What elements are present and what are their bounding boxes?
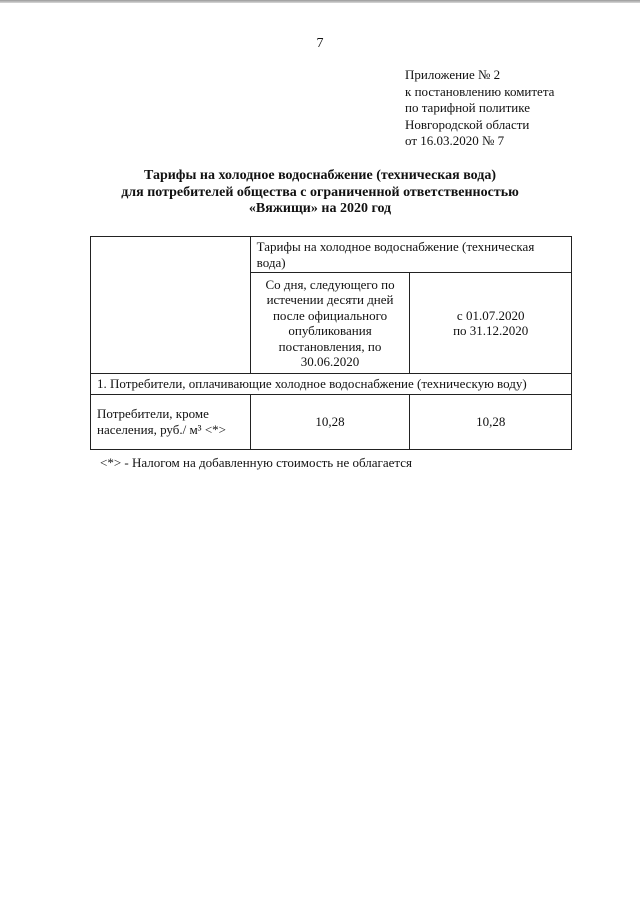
- scan-top-edge: [0, 0, 640, 3]
- page-number: 7: [316, 36, 324, 51]
- tariff-header-cell: Тарифы на холодное водоснабжение (техническая вода): [250, 237, 571, 273]
- appendix-line: Приложение № 2: [405, 67, 501, 82]
- tariff-table: [90, 236, 572, 450]
- table-header-row: [91, 237, 572, 273]
- appendix-line: по тарифной политике: [405, 100, 530, 115]
- document-title: [0, 168, 640, 218]
- appendix-line: к постановлению комитета: [405, 83, 555, 99]
- period-cell: Со дня, следующего по истечении десяти дней после официального опубликования постановления, по 30.06.2020: [250, 273, 410, 374]
- tariff-value-cell: 10,28: [410, 394, 572, 449]
- appendix-line: от 16.03.2020 № 7: [405, 133, 505, 148]
- appendix-line: Новгородской области: [405, 116, 530, 132]
- title-line: «Вяжищи» на 2020 год: [248, 201, 392, 216]
- title-line: для потребителей общества с ограниченной ответственностью: [121, 184, 519, 200]
- appendix-block: [405, 67, 554, 150]
- footnote: <*> - Налогом на добавленную стоимость не облагается: [100, 455, 412, 470]
- table-row: [91, 394, 572, 449]
- consumer-label-cell: Потребители, кроме населения, руб./ м³ <*>: [91, 394, 251, 449]
- period-cell: [410, 273, 572, 374]
- tariff-value-cell: 10,28: [250, 394, 410, 449]
- period-text: с 01.07.2020 по 31.12.2020: [453, 307, 529, 338]
- table-section-row: [91, 374, 572, 395]
- empty-corner-cell: [91, 237, 251, 374]
- section-cell: 1. Потребители, оплачивающие холодное водоснабжение (техническую воду): [91, 374, 572, 395]
- title-line: Тарифы на холодное водоснабжение (техническая вода): [143, 168, 497, 183]
